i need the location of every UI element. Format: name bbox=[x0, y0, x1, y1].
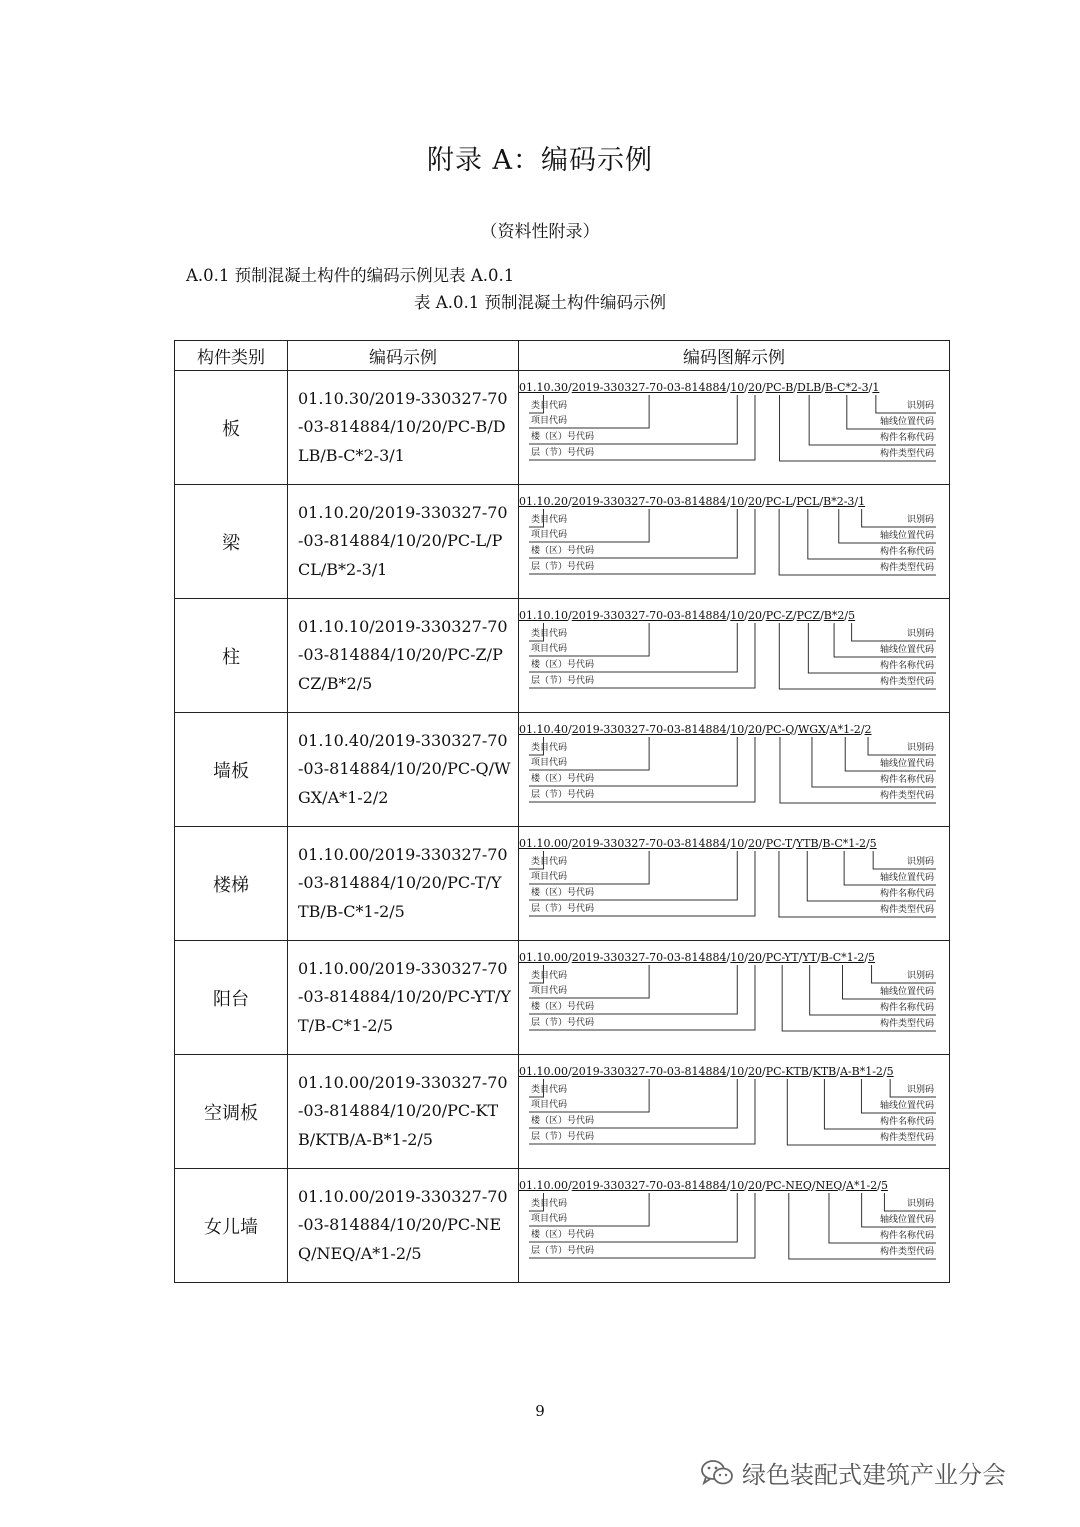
legend-left-label: 项目代码 bbox=[531, 530, 568, 540]
code-segment: 5 bbox=[886, 1065, 894, 1078]
code-segment: PC-Q bbox=[765, 723, 795, 736]
code-diagram bbox=[519, 713, 948, 826]
code-segment: 10 bbox=[730, 495, 745, 508]
code-segment: 10 bbox=[730, 1179, 745, 1192]
legend-left-label: 楼（区）号代码 bbox=[531, 546, 595, 556]
leader-line-right bbox=[861, 1079, 936, 1113]
legend-left-label: 类目代码 bbox=[531, 515, 568, 525]
table-header-row bbox=[175, 341, 950, 371]
table-row bbox=[175, 1055, 950, 1169]
code-segment: 20 bbox=[747, 495, 762, 508]
legend-left-label: 楼（区）号代码 bbox=[531, 1002, 595, 1012]
component-type-cell: 女儿墙 bbox=[175, 1169, 288, 1283]
code-segment: PCL bbox=[796, 495, 820, 508]
diagram-code-string: 01.10.20/2019-330327-70-03-814884/10/20/PC-L/PCL/B*2-3/1 bbox=[519, 495, 866, 508]
code-segment: YTB bbox=[795, 837, 819, 850]
legend-left-label: 类目代码 bbox=[531, 857, 568, 867]
diagram-leader-lines bbox=[519, 371, 948, 484]
leader-line-right bbox=[779, 623, 936, 689]
leader-line-left bbox=[529, 395, 543, 413]
leader-line-right bbox=[782, 965, 936, 1031]
code-segment: 10 bbox=[730, 609, 745, 622]
leader-line-right bbox=[843, 965, 936, 999]
code-segment: PC-T bbox=[765, 837, 793, 850]
legend-left-label: 层（节）号代码 bbox=[531, 676, 595, 686]
code-diagram-cell bbox=[519, 371, 950, 485]
leader-line-right bbox=[868, 737, 936, 755]
leader-line-right bbox=[844, 851, 936, 885]
code-diagram bbox=[519, 485, 948, 598]
code-diagram-cell bbox=[519, 827, 950, 941]
leader-line-left bbox=[529, 851, 543, 869]
code-segment: KTB bbox=[812, 1065, 837, 1078]
leader-line-right bbox=[876, 395, 936, 413]
legend-right-label: 轴线位置代码 bbox=[879, 645, 934, 655]
leader-line-left bbox=[529, 737, 543, 755]
code-segment: PC-Z bbox=[765, 609, 793, 622]
leader-line-right bbox=[809, 395, 936, 445]
legend-right-label: 轴线位置代码 bbox=[879, 759, 934, 769]
coding-example-table bbox=[174, 340, 950, 1283]
legend-right-label: 识别码 bbox=[906, 743, 934, 753]
legend-left-label: 类目代码 bbox=[531, 1199, 568, 1209]
component-type-cell: 板 bbox=[175, 371, 288, 485]
leader-line-right bbox=[862, 509, 936, 527]
code-segment: A*1-2 bbox=[846, 1179, 878, 1192]
code-segment: 2019-330327-70-03-814884 bbox=[571, 951, 727, 964]
legend-right-label: 构件类型代码 bbox=[879, 1019, 934, 1029]
code-segment: B*2-3 bbox=[823, 495, 855, 508]
leader-line-left bbox=[529, 1193, 649, 1226]
legend-right-label: 识别码 bbox=[906, 629, 934, 639]
code-segment: 20 bbox=[747, 609, 762, 622]
code-diagram bbox=[519, 827, 948, 940]
legend-left-label: 类目代码 bbox=[531, 1085, 568, 1095]
page-subtitle: （资料性附录） bbox=[480, 222, 600, 242]
page-title: 附录 A：编码示例 bbox=[426, 145, 654, 176]
component-type-cell: 楼梯 bbox=[175, 827, 288, 941]
page-number: 9 bbox=[535, 1402, 545, 1420]
diagram-leader-lines bbox=[519, 827, 948, 940]
legend-left-label: 项目代码 bbox=[531, 1214, 568, 1224]
code-example-cell: 01.10.00/2019-330327-70-03-814884/10/20/PC-NEQ/NEQ/A*1-2/5 bbox=[288, 1169, 519, 1283]
table-caption: 表 A.0.1 预制混凝土构件编码示例 bbox=[414, 293, 666, 312]
leader-line-left bbox=[529, 851, 649, 884]
leader-line-right bbox=[847, 395, 936, 429]
table-row bbox=[175, 713, 950, 827]
code-segment: 20 bbox=[747, 951, 762, 964]
diagram-code-string: 01.10.10/2019-330327-70-03-814884/10/20/PC-Z/PCZ/B*2/5 bbox=[519, 609, 856, 622]
leader-line-left bbox=[529, 1193, 543, 1211]
code-example-cell: 01.10.00/2019-330327-70-03-814884/10/20/PC-T/YTB/B-C*1-2/5 bbox=[288, 827, 519, 941]
legend-right-label: 识别码 bbox=[906, 401, 934, 411]
legend-right-label: 构件名称代码 bbox=[879, 775, 934, 785]
code-segment: 2019-330327-70-03-814884 bbox=[571, 609, 727, 622]
code-example-cell: 01.10.40/2019-330327-70-03-814884/10/20/PC-Q/WGX/A*1-2/2 bbox=[288, 713, 519, 827]
diagram-leader-lines bbox=[519, 941, 948, 1054]
code-segment: 2019-330327-70-03-814884 bbox=[571, 495, 727, 508]
code-diagram-cell bbox=[519, 713, 950, 827]
legend-right-label: 构件名称代码 bbox=[879, 433, 934, 443]
legend-right-label: 构件类型代码 bbox=[879, 1247, 934, 1257]
leader-line-right bbox=[890, 1079, 936, 1097]
code-diagram bbox=[519, 1055, 948, 1168]
code-segment: WGX bbox=[797, 723, 826, 736]
leader-line-left bbox=[529, 1079, 737, 1128]
legend-left-label: 项目代码 bbox=[531, 872, 568, 882]
legend-left-label: 楼（区）号代码 bbox=[531, 1116, 595, 1126]
legend-left-label: 类目代码 bbox=[531, 629, 568, 639]
code-segment: 5 bbox=[848, 609, 856, 622]
code-segment: 5 bbox=[869, 837, 877, 850]
leader-line-left bbox=[529, 509, 649, 542]
leader-line-right bbox=[808, 509, 936, 559]
legend-left-label: 层（节）号代码 bbox=[531, 1246, 595, 1256]
code-segment: 01.10.30 bbox=[519, 381, 568, 394]
legend-left-label: 项目代码 bbox=[531, 758, 568, 768]
legend-left-label: 楼（区）号代码 bbox=[531, 888, 595, 898]
leader-line-right bbox=[845, 737, 936, 771]
leader-line-left bbox=[529, 737, 737, 786]
code-example-cell: 01.10.00/2019-330327-70-03-814884/10/20/PC-YT/YT/B-C*1-2/5 bbox=[288, 941, 519, 1055]
diagram-leader-lines bbox=[519, 485, 948, 598]
legend-right-label: 构件类型代码 bbox=[879, 449, 934, 459]
code-diagram bbox=[519, 1169, 948, 1282]
legend-right-label: 轴线位置代码 bbox=[879, 1101, 934, 1111]
legend-right-label: 识别码 bbox=[906, 1085, 934, 1095]
code-segment: PCZ bbox=[796, 609, 821, 622]
leader-line-right bbox=[810, 965, 936, 1015]
diagram-leader-lines bbox=[519, 599, 948, 712]
code-segment: 01.10.00 bbox=[519, 1065, 568, 1078]
leader-line-left bbox=[529, 623, 649, 656]
legend-left-label: 层（节）号代码 bbox=[531, 1132, 595, 1142]
code-segment: 01.10.40 bbox=[519, 723, 568, 736]
leader-line-left bbox=[529, 509, 737, 558]
legend-left-label: 类目代码 bbox=[531, 401, 568, 411]
leader-line-right bbox=[780, 737, 936, 803]
code-diagram-cell bbox=[519, 941, 950, 1055]
legend-right-label: 识别码 bbox=[906, 515, 934, 525]
table-row bbox=[175, 1169, 950, 1283]
leader-line-right bbox=[808, 623, 936, 673]
code-segment: 20 bbox=[747, 1179, 762, 1192]
code-segment: 2019-330327-70-03-814884 bbox=[571, 723, 727, 736]
code-segment: A-B*1-2 bbox=[839, 1065, 883, 1078]
legend-right-label: 识别码 bbox=[906, 971, 934, 981]
code-segment: 01.10.00 bbox=[519, 1179, 568, 1192]
code-segment: B*2 bbox=[823, 609, 845, 622]
legend-right-label: 轴线位置代码 bbox=[879, 873, 934, 883]
code-segment: 2019-330327-70-03-814884 bbox=[571, 381, 727, 394]
legend-left-label: 类目代码 bbox=[531, 743, 568, 753]
leader-line-right bbox=[780, 395, 936, 461]
leader-line-left bbox=[529, 623, 543, 641]
watermark bbox=[700, 1455, 1006, 1493]
leader-line-right bbox=[829, 1193, 936, 1243]
leader-line-left bbox=[529, 395, 737, 444]
diagram-leader-lines bbox=[519, 713, 948, 826]
leader-line-left bbox=[529, 965, 543, 983]
leader-line-left bbox=[529, 965, 649, 998]
legend-right-label: 构件名称代码 bbox=[879, 889, 934, 899]
code-segment: PC-L bbox=[765, 495, 793, 508]
legend-left-label: 项目代码 bbox=[531, 986, 568, 996]
code-segment: PC-NEQ bbox=[765, 1179, 812, 1192]
code-segment: 10 bbox=[730, 723, 745, 736]
leader-line-right bbox=[873, 851, 936, 869]
code-segment: 01.10.00 bbox=[519, 951, 568, 964]
legend-right-label: 构件类型代码 bbox=[879, 905, 934, 915]
component-type-cell: 柱 bbox=[175, 599, 288, 713]
leader-line-left bbox=[529, 623, 737, 672]
code-example-cell: 01.10.20/2019-330327-70-03-814884/10/20/PC-L/PCL/B*2-3/1 bbox=[288, 485, 519, 599]
diagram-code-string: 01.10.00/2019-330327-70-03-814884/10/20/PC-NEQ/NEQ/A*1-2/5 bbox=[519, 1179, 888, 1192]
code-diagram bbox=[519, 599, 948, 712]
component-type-cell: 墙板 bbox=[175, 713, 288, 827]
code-segment: 2 bbox=[864, 723, 872, 736]
code-diagram-cell bbox=[519, 1055, 950, 1169]
legend-left-label: 楼（区）号代码 bbox=[531, 774, 595, 784]
watermark-text: 绿色装配式建筑产业分会 bbox=[742, 1461, 1006, 1489]
header-code-diagram: 编码图解示例 bbox=[519, 341, 950, 371]
code-segment: PC-B bbox=[765, 381, 794, 394]
component-type-cell: 梁 bbox=[175, 485, 288, 599]
code-segment: 01.10.00 bbox=[519, 837, 568, 850]
legend-right-label: 构件类型代码 bbox=[879, 791, 934, 801]
legend-left-label: 层（节）号代码 bbox=[531, 790, 595, 800]
leader-line-left bbox=[529, 965, 737, 1014]
legend-right-label: 轴线位置代码 bbox=[879, 1215, 934, 1225]
code-segment: B-C*1-2 bbox=[820, 951, 865, 964]
legend-right-label: 构件名称代码 bbox=[879, 661, 934, 671]
legend-left-label: 层（节）号代码 bbox=[531, 1018, 595, 1028]
code-segment: 5 bbox=[868, 951, 876, 964]
leader-line-right bbox=[779, 851, 936, 917]
code-segment: 2019-330327-70-03-814884 bbox=[571, 1065, 727, 1078]
leader-line-right bbox=[862, 1193, 936, 1227]
component-type-cell: 空调板 bbox=[175, 1055, 288, 1169]
code-segment: 01.10.10 bbox=[519, 609, 568, 622]
table-row bbox=[175, 485, 950, 599]
diagram-code-string: 01.10.00/2019-330327-70-03-814884/10/20/PC-YT/YT/B-C*1-2/5 bbox=[519, 951, 876, 964]
code-segment: NEQ bbox=[815, 1179, 843, 1192]
leader-line-left bbox=[529, 509, 543, 527]
leader-line-left bbox=[529, 395, 649, 428]
legend-right-label: 构件名称代码 bbox=[879, 1117, 934, 1127]
legend-right-label: 识别码 bbox=[906, 1199, 934, 1209]
legend-left-label: 项目代码 bbox=[531, 644, 568, 654]
code-segment: 1 bbox=[872, 381, 880, 394]
code-diagram-cell bbox=[519, 485, 950, 599]
leader-line-left bbox=[529, 1193, 737, 1242]
leader-line-right bbox=[789, 1193, 936, 1259]
legend-left-label: 层（节）号代码 bbox=[531, 904, 595, 914]
table-row bbox=[175, 827, 950, 941]
leader-line-left bbox=[529, 1079, 649, 1112]
leader-line-right bbox=[839, 509, 936, 543]
code-segment: 20 bbox=[747, 837, 762, 850]
code-diagram bbox=[519, 941, 948, 1054]
legend-left-label: 项目代码 bbox=[531, 1100, 568, 1110]
header-component-type: 构件类别 bbox=[175, 341, 288, 371]
legend-left-label: 类目代码 bbox=[531, 971, 568, 981]
legend-right-label: 构件名称代码 bbox=[879, 1003, 934, 1013]
code-segment: PC-YT bbox=[765, 951, 799, 964]
code-segment: B-C*1-2 bbox=[822, 837, 866, 850]
leader-line-right bbox=[884, 1193, 936, 1211]
legend-left-label: 项目代码 bbox=[531, 416, 568, 426]
legend-left-label: 层（节）号代码 bbox=[531, 562, 595, 572]
diagram-code-string: 01.10.00/2019-330327-70-03-814884/10/20/PC-T/YTB/B-C*1-2/5 bbox=[519, 837, 877, 850]
code-segment: 5 bbox=[880, 1179, 888, 1192]
code-segment: B-C*2-3 bbox=[824, 381, 869, 394]
code-example-cell: 01.10.10/2019-330327-70-03-814884/10/20/PC-Z/PCZ/B*2/5 bbox=[288, 599, 519, 713]
leader-line-right bbox=[852, 623, 936, 641]
leader-line-left bbox=[529, 1079, 543, 1097]
code-diagram-cell bbox=[519, 599, 950, 713]
code-segment: 10 bbox=[730, 837, 745, 850]
component-type-cell: 阳台 bbox=[175, 941, 288, 1055]
code-segment: PC-KTB bbox=[765, 1065, 809, 1078]
header-code-example: 编码示例 bbox=[288, 341, 519, 371]
code-diagram-cell bbox=[519, 1169, 950, 1283]
legend-right-label: 轴线位置代码 bbox=[879, 531, 934, 541]
code-segment: DLB bbox=[797, 381, 822, 394]
legend-right-label: 构件类型代码 bbox=[879, 677, 934, 687]
diagram-code-string: 01.10.40/2019-330327-70-03-814884/10/20/PC-Q/WGX/A*1-2/2 bbox=[519, 723, 872, 736]
legend-right-label: 构件类型代码 bbox=[879, 1133, 934, 1143]
legend-left-label: 楼（区）号代码 bbox=[531, 1230, 595, 1240]
legend-right-label: 构件名称代码 bbox=[879, 547, 934, 557]
code-segment: 01.10.20 bbox=[519, 495, 568, 508]
code-segment: 20 bbox=[747, 1065, 762, 1078]
diagram-code-string: 01.10.30/2019-330327-70-03-814884/10/20/PC-B/DLB/B-C*2-3/1 bbox=[519, 381, 880, 394]
leader-line-right bbox=[812, 737, 936, 787]
leader-line-right bbox=[824, 1079, 936, 1129]
leader-line-right bbox=[872, 965, 936, 983]
diagram-leader-lines bbox=[519, 1169, 948, 1282]
code-segment: 1 bbox=[858, 495, 866, 508]
legend-right-label: 构件类型代码 bbox=[879, 563, 934, 573]
legend-right-label: 轴线位置代码 bbox=[879, 987, 934, 997]
code-segment: A*1-2 bbox=[829, 723, 861, 736]
table-row bbox=[175, 371, 950, 485]
code-segment: 20 bbox=[747, 381, 762, 394]
leader-line-right bbox=[834, 623, 936, 657]
legend-left-label: 楼（区）号代码 bbox=[531, 660, 595, 670]
intro-text: A.0.1 预制混凝土构件的编码示例见表 A.0.1 bbox=[186, 266, 515, 285]
diagram-code-string: 01.10.00/2019-330327-70-03-814884/10/20/PC-KTB/KTB/A-B*1-2/5 bbox=[519, 1065, 894, 1078]
legend-right-label: 识别码 bbox=[906, 857, 934, 867]
legend-left-label: 楼（区）号代码 bbox=[531, 432, 595, 442]
table-row bbox=[175, 941, 950, 1055]
code-example-cell: 01.10.00/2019-330327-70-03-814884/10/20/PC-KTB/KTB/A-B*1-2/5 bbox=[288, 1055, 519, 1169]
code-segment: 2019-330327-70-03-814884 bbox=[571, 837, 727, 850]
table-row bbox=[175, 599, 950, 713]
leader-line-right bbox=[779, 509, 936, 575]
code-segment: 10 bbox=[730, 1065, 745, 1078]
code-segment: 2019-330327-70-03-814884 bbox=[571, 1179, 727, 1192]
legend-right-label: 轴线位置代码 bbox=[879, 417, 934, 427]
leader-line-right bbox=[807, 851, 936, 901]
code-segment: YT bbox=[802, 951, 817, 964]
diagram-leader-lines bbox=[519, 1055, 948, 1168]
code-segment: 10 bbox=[730, 381, 745, 394]
code-segment: 20 bbox=[747, 723, 762, 736]
code-segment: 10 bbox=[730, 951, 745, 964]
code-example-cell: 01.10.30/2019-330327-70-03-814884/10/20/PC-B/DLB/B-C*2-3/1 bbox=[288, 371, 519, 485]
leader-line-left bbox=[529, 737, 649, 770]
code-diagram bbox=[519, 371, 948, 484]
legend-right-label: 构件名称代码 bbox=[879, 1231, 934, 1241]
wechat-icon bbox=[700, 1459, 734, 1493]
leader-line-left bbox=[529, 851, 737, 900]
legend-left-label: 层（节）号代码 bbox=[531, 448, 595, 458]
